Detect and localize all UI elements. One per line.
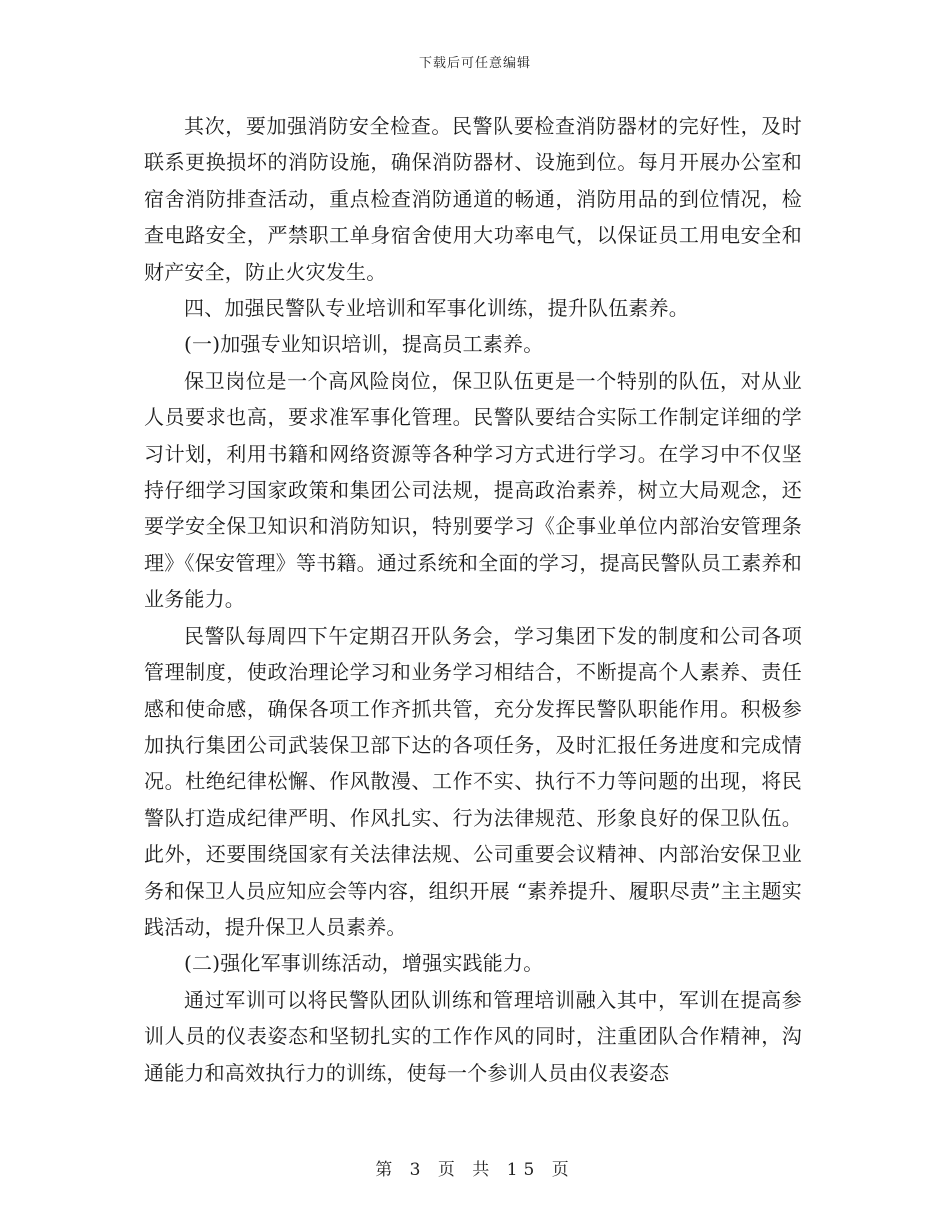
section-heading-four: 四、加强民警队专业培训和军事化训练，提升队伍素养。: [184, 296, 689, 321]
paragraph-military-training: 通过军训可以将民警队团队训练和管理培训融入其中，军训在提高参训人员的仪表姿态和坚韧扎实的工作作风的同时，注重团队合作精神，沟通能力和高效执行力的训练，使每一个参训人员由仪表姿态: [144, 987, 802, 1085]
paragraph-security-post: 保卫岗位是一个高风险岗位，保卫队伍更是一个特别的队伍，对从业人员要求也高，要求准军事化管理。民警队要结合实际工作制定详细的学习计划，利用书籍和网络资源等各种学习方式进行学习。在学习中不仅坚持仔细学习国家政策和集团公司法规，提高政治素养，树立大局观念，还要学安全保卫知识和消防知识，特别要学习《企事业单位内部治安管理条理》《保安管理》等书籍。通过系统和全面的学习，提高民警队员工素养和业务能力。: [144, 368, 802, 612]
document-body: [144, 108, 802, 1091]
page-number-footer: 第 3 页 共 15 页: [375, 1160, 575, 1180]
page-header: 下载后可任意编辑: [418, 56, 531, 71]
paragraph-fire-inspection: 其次，要加强消防安全检查。民警队要检查消防器材的完好性，及时联系更换损坏的消防设施，确保消防器材、设施到位。每月开展办公室和宿舍消防排查活动，重点检查消防通道的畅通，消防用品的到位情况，检查电路安全，严禁职工单身宿舍使用大功率电气，以保证员工用电安全和财产安全，防止火灾发生。: [144, 114, 802, 284]
paragraph-weekly-meeting: 民警队每周四下午定期召开队务会，学习集团下发的制度和公司各项管理制度，使政治理论学习和业务学习相结合，不断提高个人素养、责任感和使命感，确保各项工作齐抓共管，充分发挥民警队职能作用。积极参加执行集团公司武装保卫部下达的各项任务，及时汇报任务进度和完成情况。杜绝纪律松懈、作风散漫、工作不实、执行不力等问题的出现，将民警队打造成纪律严明、作风扎实、行为法律规范、形象良好的保卫队伍。此外，还要围绕国家有关法律法规、公司重要会议精神、内部治安保卫业务和保卫人员应知应会等内容，组织开展 “素养提升、履职尽责”主主题实践活动，提升保卫人员素养。: [144, 623, 802, 939]
subsection-heading-two: (二)强化军事训练活动，增强实践能力。: [184, 951, 544, 976]
subsection-heading-one: (一)加强专业知识培训，提高员工素养。: [184, 332, 544, 357]
